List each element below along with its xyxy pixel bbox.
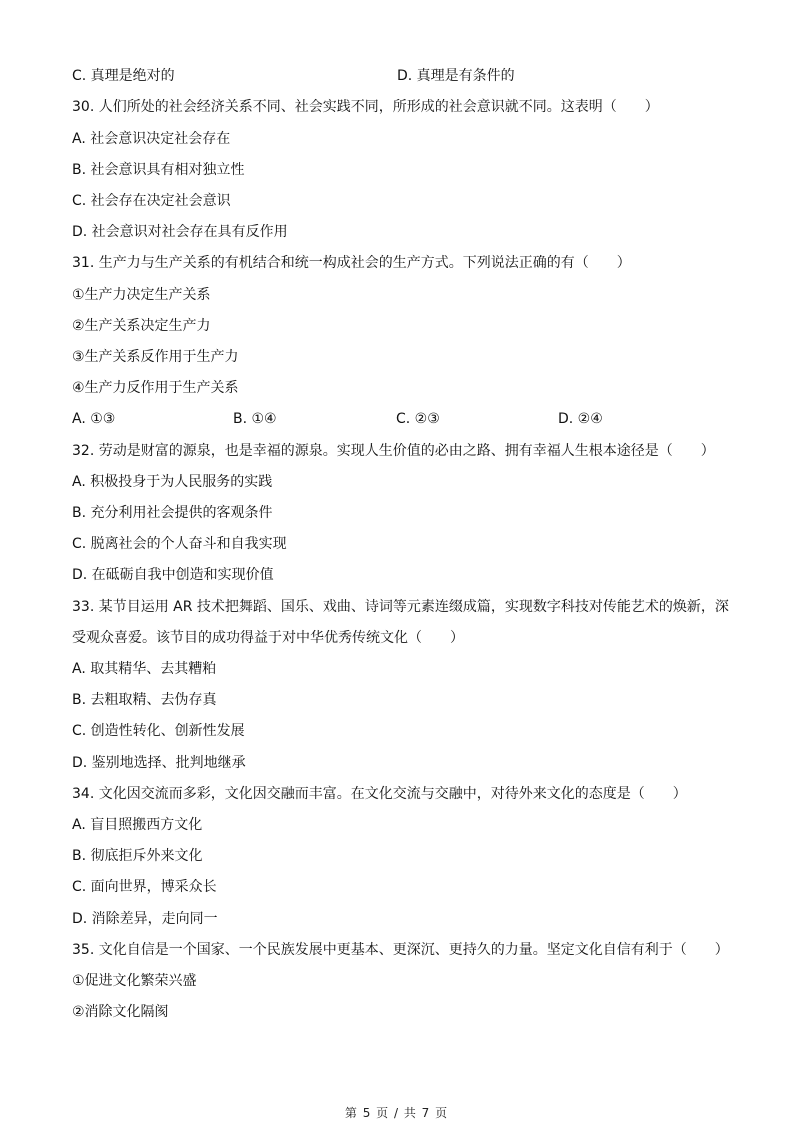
question-34-option-a: A. 盲目照搬西方文化 — [72, 817, 203, 833]
question-30-option-d: D. 社会意识对社会存在具有反作用 — [72, 224, 288, 240]
prev-option-c: C. 真理是绝对的 — [72, 68, 175, 84]
question-32-option-b: B. 充分利用社会提供的客观条件 — [72, 505, 273, 521]
question-30-option-a: A. 社会意识决定社会存在 — [72, 131, 231, 147]
question-30-option-c: C. 社会存在决定社会意识 — [72, 193, 231, 209]
question-35-statement-2: ②消除文化隔阂 — [72, 1004, 169, 1020]
question-31-statement-1: ①生产力决定生产关系 — [72, 287, 211, 303]
question-32-stem: 32. 劳动是财富的源泉，也是幸福的源泉。实现人生价值的必由之路、拥有幸福人生根本途径是（ ） — [72, 443, 715, 459]
question-31-option-b: B. ①④ — [233, 411, 277, 427]
question-32-option-a: A. 积极投身于为人民服务的实践 — [72, 474, 273, 490]
question-32-option-d: D. 在砥砺自我中创造和实现价值 — [72, 567, 274, 583]
question-33-option-c: C. 创造性转化、创新性发展 — [72, 723, 245, 739]
question-33-stem-line1: 33. 某节目运用 AR 技术把舞蹈、国乐、戏曲、诗词等元素连缀成篇，实现数字科技对传能艺术的焕新，深 — [72, 599, 729, 615]
question-34-stem: 34. 文化因交流而多彩，文化因交融而丰富。在文化交流与交融中，对待外来文化的态度是（ ） — [72, 786, 687, 802]
question-34-option-d: D. 消除差异，走向同一 — [72, 911, 218, 927]
question-31-statement-2: ②生产关系决定生产力 — [72, 318, 211, 334]
question-32-option-c: C. 脱离社会的个人奋斗和自我实现 — [72, 536, 287, 552]
question-31-statement-3: ③生产关系反作用于生产力 — [72, 349, 239, 365]
question-34-option-c: C. 面向世界，博采众长 — [72, 879, 217, 895]
question-33-option-b: B. 去粗取精、去伪存真 — [72, 692, 217, 708]
question-33-stem-line2: 受观众喜爱。该节目的成功得益于对中华优秀传统文化（ ） — [72, 630, 464, 646]
question-30-option-b: B. 社会意识具有相对独立性 — [72, 162, 245, 178]
question-33-option-d: D. 鉴别地选择、批判地继承 — [72, 755, 246, 771]
question-35-stem: 35. 文化自信是一个国家、一个民族发展中更基本、更深沉、更持久的力量。坚定文化自信有利于（ ） — [72, 942, 729, 958]
question-30-stem: 30. 人们所处的社会经济关系不同、社会实践不同，所形成的社会意识就不同。这表明（ ） — [72, 99, 659, 115]
question-31-option-c: C. ②③ — [396, 411, 440, 427]
question-33-option-a: A. 取其精华、去其糟粕 — [72, 661, 217, 677]
question-31-stem: 31. 生产力与生产关系的有机结合和统一构成社会的生产方式。下列说法正确的有（ ） — [72, 255, 631, 271]
question-35-statement-1: ①促进文化繁荣兴盛 — [72, 973, 197, 989]
question-31-option-d: D. ②④ — [558, 411, 603, 427]
question-31-statement-4: ④生产力反作用于生产关系 — [72, 380, 239, 396]
prev-option-d: D. 真理是有条件的 — [397, 68, 515, 84]
page-number-footer: 第 5 页 / 共 7 页 — [344, 1106, 449, 1120]
question-31-option-a: A. ①③ — [72, 411, 116, 427]
question-34-option-b: B. 彻底拒斥外来文化 — [72, 848, 203, 864]
